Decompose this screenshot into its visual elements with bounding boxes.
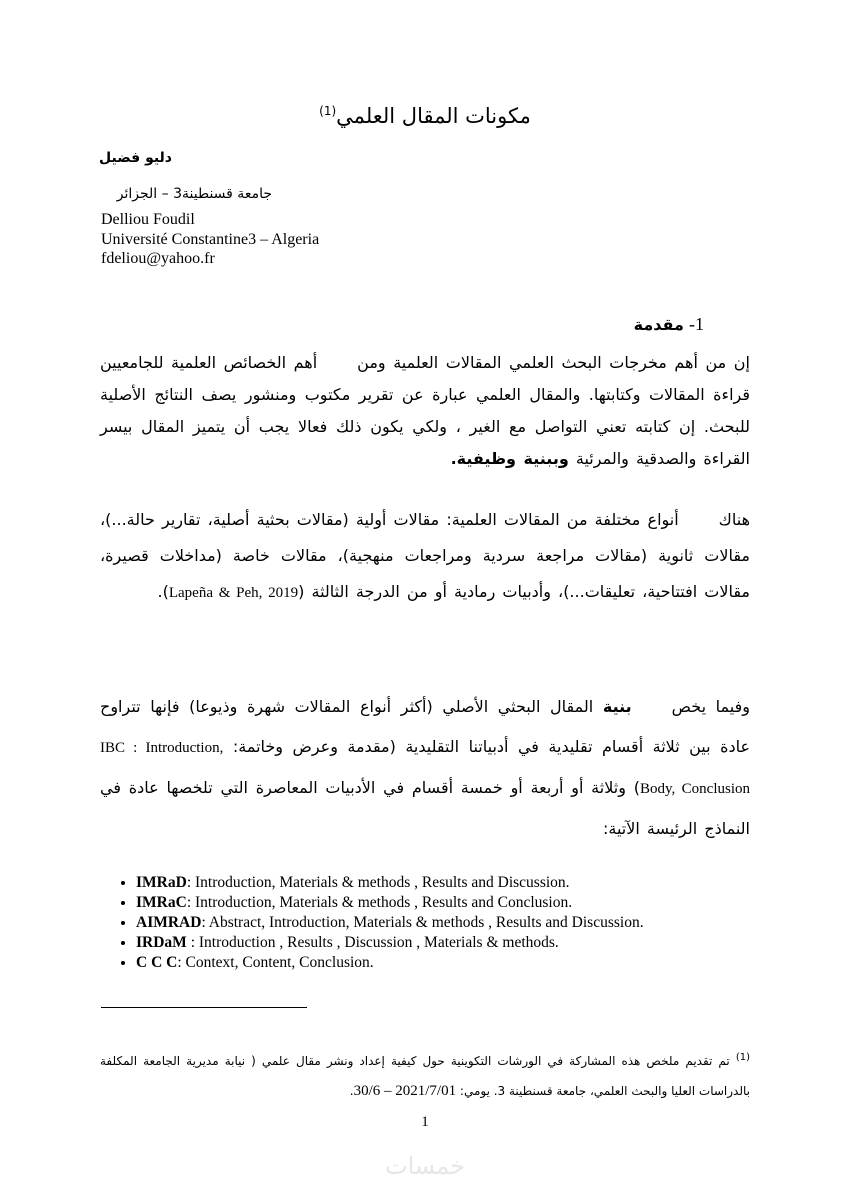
title-text: مكونات المقال العلمي (336, 104, 531, 128)
author-email: fdeliou@yahoo.fr (101, 250, 215, 267)
p2-part-c: من الدرجة الثالثة (311, 582, 428, 601)
watermark-logo: خمسات (384, 1152, 466, 1180)
model-acronym: IMRaD (136, 874, 187, 891)
list-item (136, 933, 644, 953)
page-number: 1 (421, 1114, 429, 1130)
list-item (136, 953, 644, 973)
list-item (136, 873, 644, 893)
model-description: : Context, Content, Conclusion. (177, 954, 374, 971)
model-acronym: IRDaM (136, 934, 187, 951)
article-title (0, 104, 850, 128)
p3-part-c: ) وثلاثة أو أربعة أو خمسة أقسام في الأدبيات المعاصرة التي تلخصها عادة في النماذج الرئيسة الآتية: (100, 778, 750, 838)
model-description: : Abstract, Introduction, Materials & methods , Results and Discussion. (201, 914, 644, 931)
footnote (100, 1043, 750, 1106)
author-name-latin: Delliou Foudil (101, 211, 195, 228)
p1-part-a: إن من أهم مخرجات البحث العلمي المقالات العلمية ومن (357, 353, 751, 372)
footnote-end: . (349, 1084, 354, 1098)
p2-part-a: هناك (718, 510, 750, 529)
footnote-dates: 30/6 – 2021/7/01 (353, 1083, 457, 1099)
author-info-latin (101, 210, 319, 269)
paragraph-types (100, 502, 750, 611)
model-acronym: IMRaC (136, 894, 187, 911)
section-title: مقدمة (633, 315, 684, 334)
university-arabic: جامعة قسنطينة3 – الجزائر (116, 186, 272, 202)
list-item (136, 913, 644, 933)
p2-citation: Lapeña & Peh, 2019 (168, 585, 299, 601)
model-acronym: AIMRAD (136, 914, 202, 931)
university-latin: Université Constantine3 – Algeria (101, 230, 320, 248)
footnote-mark: (1) (735, 1052, 750, 1063)
p2-part-b: أنواع مختلفة من المقالات العلمية: مقالات أولية (مقالات بحثية أصلية، تقارير حالة...)، مقالات ثانوية (مقالات مراجعة سردية ومراجعات منهجية)، مقالات خاصة (مداخلات قصيرة، مقالات افتتاحية، تعليقات...)، وأدبيات رمادية أو (100, 510, 750, 601)
model-acronym: C C C (136, 954, 178, 971)
model-description: : Introduction, Materials & methods , Results and Conclusion. (186, 894, 573, 911)
p1-bold: وببنية وظيفية (456, 449, 569, 468)
p3-part-b: المقال البحثي الأصلي (أكثر أنواع المقالات شهرة وذيوعا) فإنها تتراوح عادة بين ثلاثة أقسام تقليدية في أدبياتنا التقليدية (مقدمة وعرض وخاتمة: (100, 697, 750, 756)
p1-part-b: أهم الخصائص العلمية للجامعيين قراءة المقالات وكتابتها. والمقال العلمي عبارة عن تقرير مكتوب ومنشور يصف النتائج الأصلية للبحث. إن كتابته تعني التواصل مع الغير ، ولكي يكون ذلك فعالا يجب أن يتميز المقال بيسر القراءة والصدقية والمرئية (100, 353, 750, 468)
section-number: 1- (689, 314, 704, 334)
p2-open-paren: ( (298, 582, 305, 601)
footnote-separator (101, 1007, 307, 1008)
p3-bold: بنية (602, 697, 632, 716)
title-footnote-mark: (1) (319, 104, 337, 118)
footnote-text: تم تقديم ملخص هذه المشاركة في الورشات التكوينية حول كيفية إعداد ونشر مقال علمي ( نيابة مديرية الجامعة المكلفة بالدراسات العليا والبحث العلمي، جامعة قسنطينة 3. يومي: (100, 1054, 750, 1098)
p2-close-paren: ). (157, 582, 169, 601)
author-name-arabic: دليو فضيل (99, 150, 172, 166)
paragraph-structure (100, 687, 750, 849)
model-description: : Introduction, Materials & methods , Results and Discussion. (186, 874, 570, 891)
list-item (136, 893, 644, 913)
p3-latin: IBC : Introduction, Body, Conclusion (100, 740, 750, 797)
p1-end: . (450, 449, 457, 468)
section-heading (634, 314, 704, 335)
models-list (100, 873, 644, 973)
model-description: : Introduction , Results , Discussion , Materials & methods. (186, 934, 559, 951)
paragraph-intro (100, 347, 750, 475)
p3-part-a: وفيما يخص (671, 697, 751, 716)
